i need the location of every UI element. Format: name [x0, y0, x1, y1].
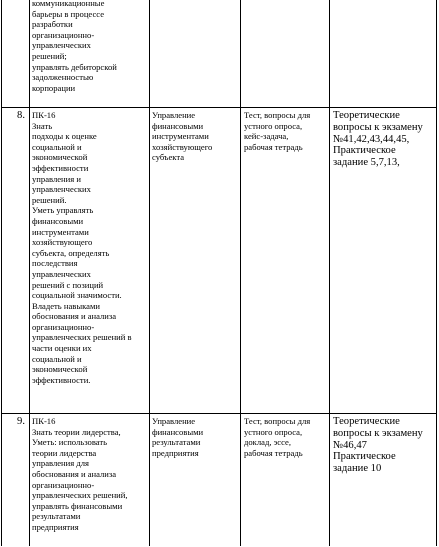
- table-border-right: [436, 0, 437, 546]
- table-border-left: [1, 0, 2, 546]
- row-divider: [1, 107, 437, 108]
- exam-tasks-cell: Теоретические вопросы к экзамену №41,42,43,44,45, Практическое задание 5,7,13,: [333, 110, 423, 169]
- exam-tasks-cell: Теоретические вопросы к экзамену №46,47 Практическое задание 10: [333, 416, 423, 475]
- column-divider: [329, 0, 330, 546]
- column-divider: [240, 0, 241, 546]
- discipline-section-cell: Управление финансовыми инструментами хозяйствующего субъекта: [152, 110, 213, 163]
- competence-cell: ПК-16 Знать теории лидерства, Уметь: использовать теории лидерства управления для обоснования и анализа организационно- управленческих решений, управлять финансовыми результатами предприятия: [32, 416, 128, 532]
- row-number: 9.: [17, 416, 25, 427]
- competence-assessment-table: [1, 0, 437, 546]
- assessment-means-cell: Тест, вопросы для устного опроса, доклад, эссе, рабочая тетрадь: [244, 416, 311, 458]
- column-divider: [149, 0, 150, 546]
- discipline-section-cell: Управление финансовыми результатами предприятия: [152, 416, 204, 458]
- competence-cell: коммуникационные барьеры в процессе разработки организационно- управленческих решений; управлять дебиторской задолженностью корпорации: [32, 0, 117, 93]
- assessment-means-cell: Тест, вопросы для устного опроса, кейс-задача, рабочая тетрадь: [244, 110, 311, 152]
- column-divider: [29, 0, 30, 546]
- row-number: 8.: [17, 110, 25, 121]
- competence-cell: ПК-16 Знать подходы к оценке социальной и экономической эффективности управления и управленческих решений. Уметь управлять финансовыми инструментами хозяйствующего субъекта, определять последствия управленческих решений с позиций социальной значимости. Владеть навыками обоснования и анализа организационно- управленческих решений в части оценки их социальной и экономической эффективности.: [32, 110, 132, 385]
- row-divider: [1, 413, 437, 414]
